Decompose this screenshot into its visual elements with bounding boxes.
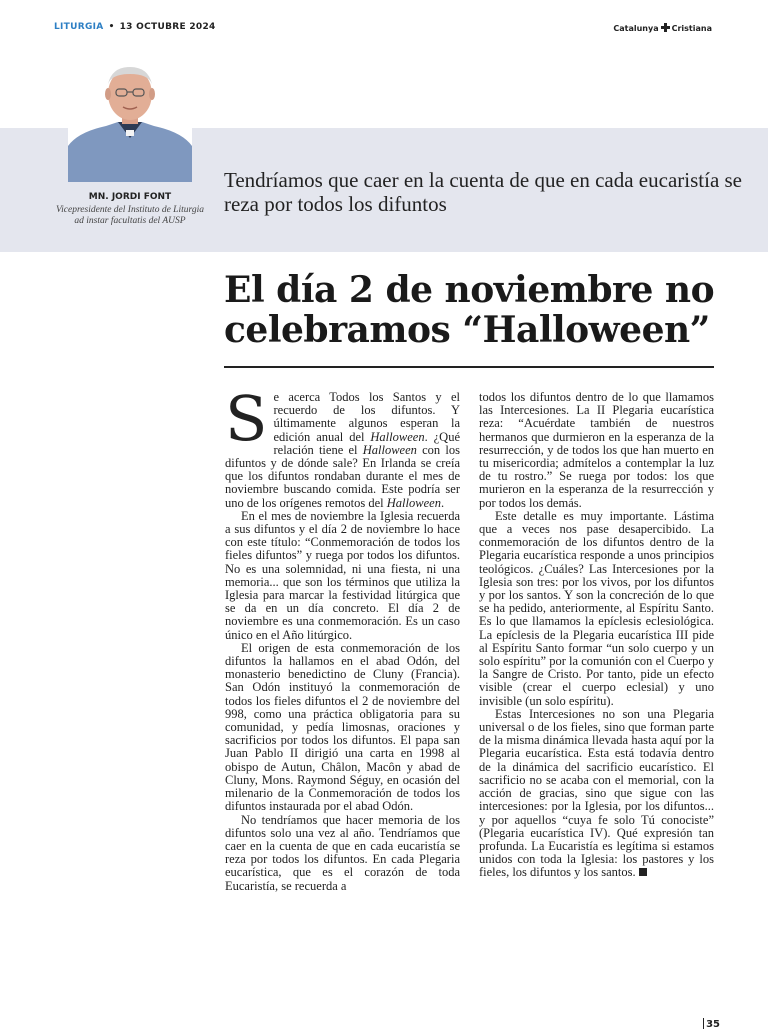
article-headline: El día 2 de noviembre no celebramos “Halloween”	[224, 269, 715, 351]
paragraph-text: .	[440, 495, 445, 510]
author-role-line1: Vicepresidente del Instituto de Liturgia	[56, 205, 204, 215]
author-role-line2: ad instar facultatis del AUSP	[74, 216, 186, 226]
page-header	[54, 22, 712, 38]
article-paragraph: Este detalle es muy importante. Lástima que a veces nos pase desapercibido. La conmemoración de los difuntos dentro de la Plegaria eucarística responde a unos principios teológicos. ¿Cuáles? Las Intercesiones por la Iglesia son tres: por los vivos, por los difuntos y por los santos. Y son la concreción de lo que se ha pedido, anteriormente, al Espíritu Santo. Es lo que llamamos la epíclesis eclesiológica. La epíclesis de la Plegaria eucarística III pide al Espíritu Santo formar “un solo cuerpo y un solo espíritu” por la comunión con el Cuerpo y la Sangre de Cristo. Por tanto, pide un efecto visible (crear el cuerpo eclesial) y uno invisible (un solo espíritu).	[479, 508, 714, 708]
issue-date: 13 OCTUBRE 2024	[119, 22, 216, 32]
section-name: LITURGIA	[54, 22, 104, 32]
header-separator: •	[108, 22, 115, 32]
end-of-article-icon	[639, 868, 647, 876]
publication-logo	[613, 22, 712, 33]
italic-term: Halloween	[386, 495, 441, 510]
paragraph-text: Estas Intercesiones no son una Plegaria universal o de los fieles, sino que forman parte de la misma dinámica llevada hasta aquí por la Plegaria eucarística. Esta está todavía dentro de la dinámica del sacrificio eucarístico. El sacrificio no se acaba con el memorial, con la acción de gracias, sino que sigue con las intercesiones: por la Iglesia, por los difuntos... y por aquellos “cuya fe solo Tú conociste” (Plegaria eucarística IV). Qué expresión tan profunda. La Eucaristía es legítima si estamos unidos con toda la Iglesia: los pastores y los fieles, los difuntos y los santos.	[479, 706, 714, 880]
author-photo	[68, 64, 192, 182]
article-paragraph	[479, 708, 714, 880]
page-number: 35	[706, 1019, 720, 1030]
drop-cap: S	[225, 382, 268, 455]
article-paragraph: El origen de esta conmemoración de los difuntos la hallamos en el abad Odón, del monasterio benedictino de Cluny (Francia). San Odón instituyó la conmemoración de todos los fieles difuntos el 2 de noviembre del 998, como una práctica obligatoria para su comunidad, y pedía limosnas, oraciones y sacrificios por todos los difuntos. El papa san Juan Pablo II dirigió una carta en 1998 al obispo de Autun, Châlon, Macôn y abad de Cluny, Mons. Raymond Séguy, en ocasión del milenario de la Conmemoración de todos los difuntos instaurada por el abad Odón.	[225, 640, 460, 814]
italic-term: Halloween	[370, 429, 425, 444]
logo-text-left: Catalunya	[613, 24, 659, 33]
pull-quote: Tendríamos que caer en la cuenta de que en cada eucaristía se reza por todos los difuntos	[224, 168, 743, 216]
cross-icon	[661, 23, 670, 32]
headline-rule	[224, 366, 714, 368]
paragraph-text: e acerca Todos los Santos y el recuerdo de los difuntos. Y últimamente algunos esperan la edición anual del	[273, 390, 460, 444]
author-name: MN. JORDI FONT	[88, 192, 172, 202]
author-role	[30, 205, 230, 227]
article-paragraph: No tendríamos que hacer memoria de los difuntos solo una vez al año. Tendríamos que caer en la cuenta de que en cada eucaristía se reza por todos los difuntos. En cada Plegaria eucarística, que es el corazón de toda Eucaristía, se recuerda a	[225, 812, 460, 893]
paragraph-text: con los difuntos y de dónde sale? En Irlanda se creía que los difuntos rondaban durante el mes de noviembre buscando comida. Este podría ser uno de los orígenes remotos del	[225, 442, 460, 510]
page-number-divider	[703, 1018, 705, 1029]
article-paragraph	[225, 382, 461, 510]
article-column-left	[225, 382, 461, 893]
article-column-right	[479, 391, 714, 880]
article-paragraph: todos los difuntos dentro de lo que llamamos las Intercesiones. La II Plegaria eucarística reza: “Acuérdate también de nuestros hermanos que durmieron en la esperanza de la resurrección, y de todos los que han muerto en tu misericordia; admítelos a contemplar la luz de tu rostro.” Se ruega por todos: los que murieron en la esperanza de la resurrección y por todos los demás.	[479, 390, 714, 510]
logo-text-right: Cristiana	[671, 24, 712, 33]
paragraph-text: . ¿Qué relación tiene el	[273, 429, 461, 457]
article-paragraph: En el mes de noviembre la Iglesia recuerda a sus difuntos y el día 2 de noviembre lo hace con este título: “Conmemoración de todos los fieles difuntos” y ruega por todos los difuntos. No es una solemnidad, ni una fiesta, ni una memoria... que son los términos que utiliza la Iglesia para marcar la festividad litúrgica que se da en un día concreto. El día 2 de noviembre es una conmemoración. Es un caso único en el Año litúrgico.	[225, 508, 460, 642]
section-label	[54, 22, 216, 32]
italic-term: Halloween	[362, 442, 417, 457]
